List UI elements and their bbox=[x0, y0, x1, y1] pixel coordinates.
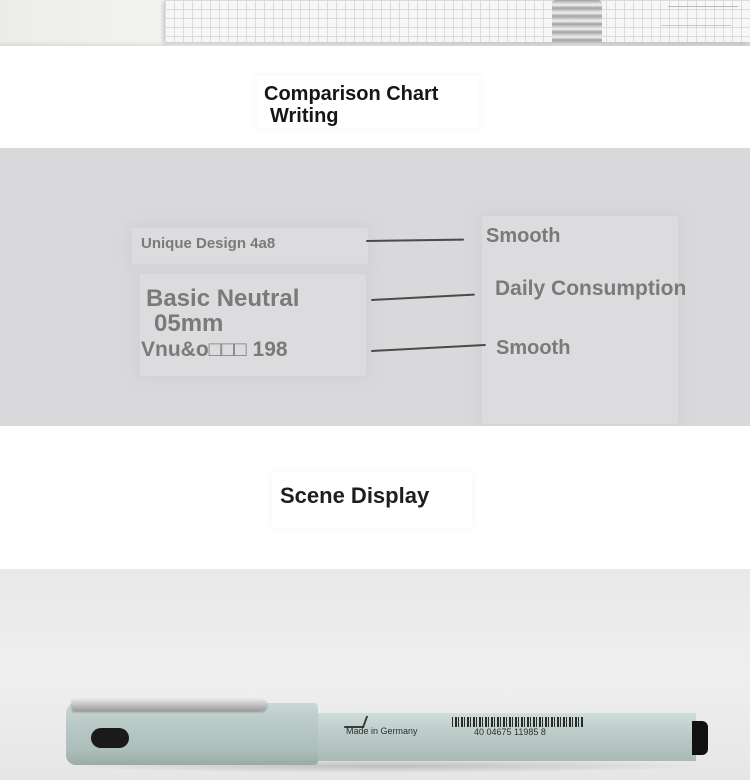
row-2-product-size: 05mm bbox=[154, 310, 224, 337]
pen-cap-vent bbox=[91, 728, 129, 748]
row-1-result: Smooth bbox=[486, 225, 561, 247]
notebook-photo-strip bbox=[0, 0, 750, 46]
row-3-stroke-sample bbox=[371, 344, 486, 352]
comparison-chart-header bbox=[0, 46, 750, 148]
comparison-subtitle: Writing bbox=[270, 105, 339, 127]
pen-origin-print: Made in Germany bbox=[346, 726, 418, 736]
scene-display-header bbox=[0, 426, 750, 569]
handwriting-sample bbox=[661, 6, 738, 26]
row-2-product: Basic Neutral bbox=[146, 285, 300, 312]
comparison-panel bbox=[0, 148, 750, 426]
pen-photo bbox=[0, 569, 750, 780]
scene-display-title: Scene Display bbox=[280, 483, 430, 508]
row-3-product: Vnu&o□□□ 198 bbox=[141, 338, 288, 361]
row-2-result: Daily Consumption bbox=[495, 277, 687, 300]
row-2-stroke-sample bbox=[371, 294, 475, 301]
pen-clip bbox=[72, 699, 267, 711]
row-1-stroke-sample bbox=[366, 239, 464, 242]
row-3-result: Smooth bbox=[496, 337, 571, 359]
pen-barcode-number: 40 04675 11985 8 bbox=[474, 727, 546, 737]
barcode bbox=[452, 717, 584, 727]
notebook-spiral-binding bbox=[552, 0, 602, 46]
pen-end-cap bbox=[692, 721, 708, 755]
row-1-product: Unique Design 4a8 bbox=[141, 235, 276, 252]
comparison-title: Comparison Chart bbox=[264, 83, 439, 105]
